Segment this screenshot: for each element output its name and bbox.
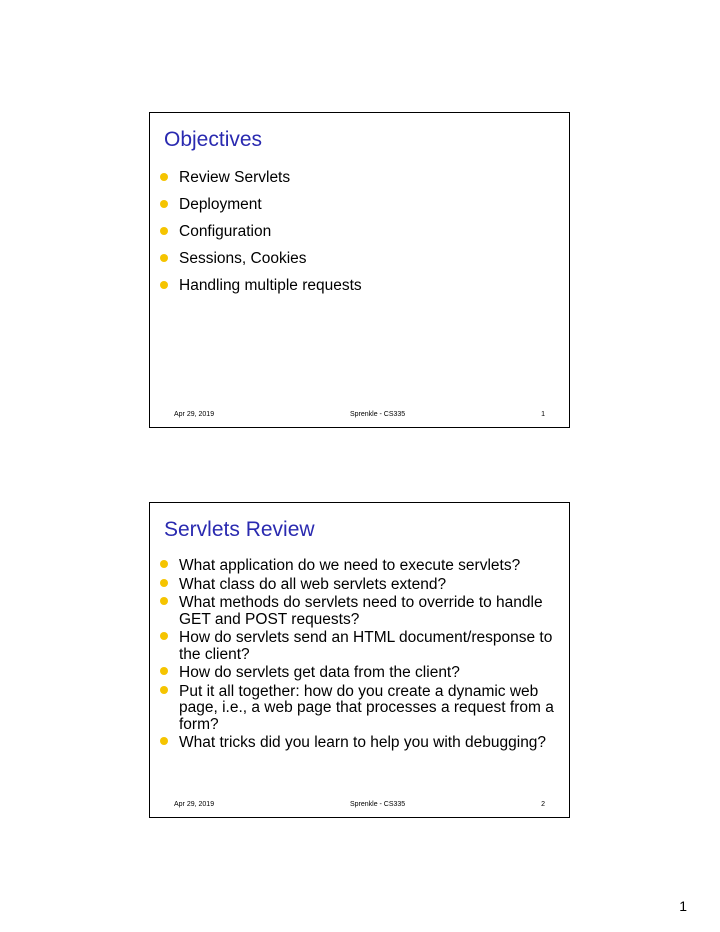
bullet-dot-icon xyxy=(160,579,168,587)
bullet-item xyxy=(160,630,559,663)
bullet-item xyxy=(160,276,559,295)
bullet-dot-icon xyxy=(160,597,168,605)
footer-date: Apr 29, 2019 xyxy=(174,801,215,808)
footer-slide-number: 2 xyxy=(541,801,545,808)
bullet-text: Review Servlets xyxy=(179,169,291,186)
bullet-item xyxy=(160,684,559,734)
bullet-list xyxy=(160,558,559,754)
bullet-dot-icon xyxy=(160,667,168,675)
bullet-dot-icon xyxy=(160,227,168,235)
bullet-item xyxy=(160,735,559,752)
slide-title: Objectives xyxy=(164,128,263,151)
bullet-text: Put it all together: how do you create a dynamic web page, i.e., a web page that processes a request from a form? xyxy=(179,682,554,733)
bullet-list xyxy=(160,168,559,303)
footer-date: Apr 29, 2019 xyxy=(174,411,215,418)
bullet-dot-icon xyxy=(160,560,168,568)
bullet-dot-icon xyxy=(160,173,168,181)
bullet-text: Sessions, Cookies xyxy=(179,250,307,267)
slide-title: Servlets Review xyxy=(164,518,315,541)
bullet-text: What methods do servlets need to override to handle GET and POST requests? xyxy=(179,594,543,628)
bullet-text: What class do all web servlets extend? xyxy=(179,575,447,593)
bullet-text: What tricks did you learn to help you with debugging? xyxy=(179,734,547,751)
bullet-text: What application do we need to execute servlets? xyxy=(179,557,521,574)
bullet-item xyxy=(160,222,559,241)
bullet-dot-icon xyxy=(160,737,168,745)
bullet-dot-icon xyxy=(160,281,168,289)
bullet-item xyxy=(160,595,559,628)
bullet-dot-icon xyxy=(160,686,168,694)
bullet-text: How do servlets send an HTML document/response to the client? xyxy=(179,629,553,663)
slide-2 xyxy=(149,502,570,818)
bullet-dot-icon xyxy=(160,200,168,208)
bullet-item xyxy=(160,665,559,682)
bullet-item xyxy=(160,558,559,575)
bullet-text: Handling multiple requests xyxy=(179,277,362,294)
bullet-text: Deployment xyxy=(179,196,262,213)
page-number: 1 xyxy=(679,898,687,914)
footer-author: Sprenkle - CS335 xyxy=(349,411,406,418)
slide-1 xyxy=(149,112,570,428)
bullet-text: Configuration xyxy=(179,223,272,240)
footer-slide-number: 1 xyxy=(541,411,545,418)
bullet-dot-icon xyxy=(160,254,168,262)
slide-footer xyxy=(174,800,545,809)
bullet-item xyxy=(160,577,559,594)
bullet-dot-icon xyxy=(160,632,168,640)
bullet-item xyxy=(160,168,559,187)
bullet-item xyxy=(160,195,559,214)
bullet-item xyxy=(160,249,559,268)
bullet-text: How do servlets get data from the client? xyxy=(179,664,460,681)
footer-author: Sprenkle - CS335 xyxy=(349,801,406,808)
slide-footer xyxy=(174,410,545,419)
